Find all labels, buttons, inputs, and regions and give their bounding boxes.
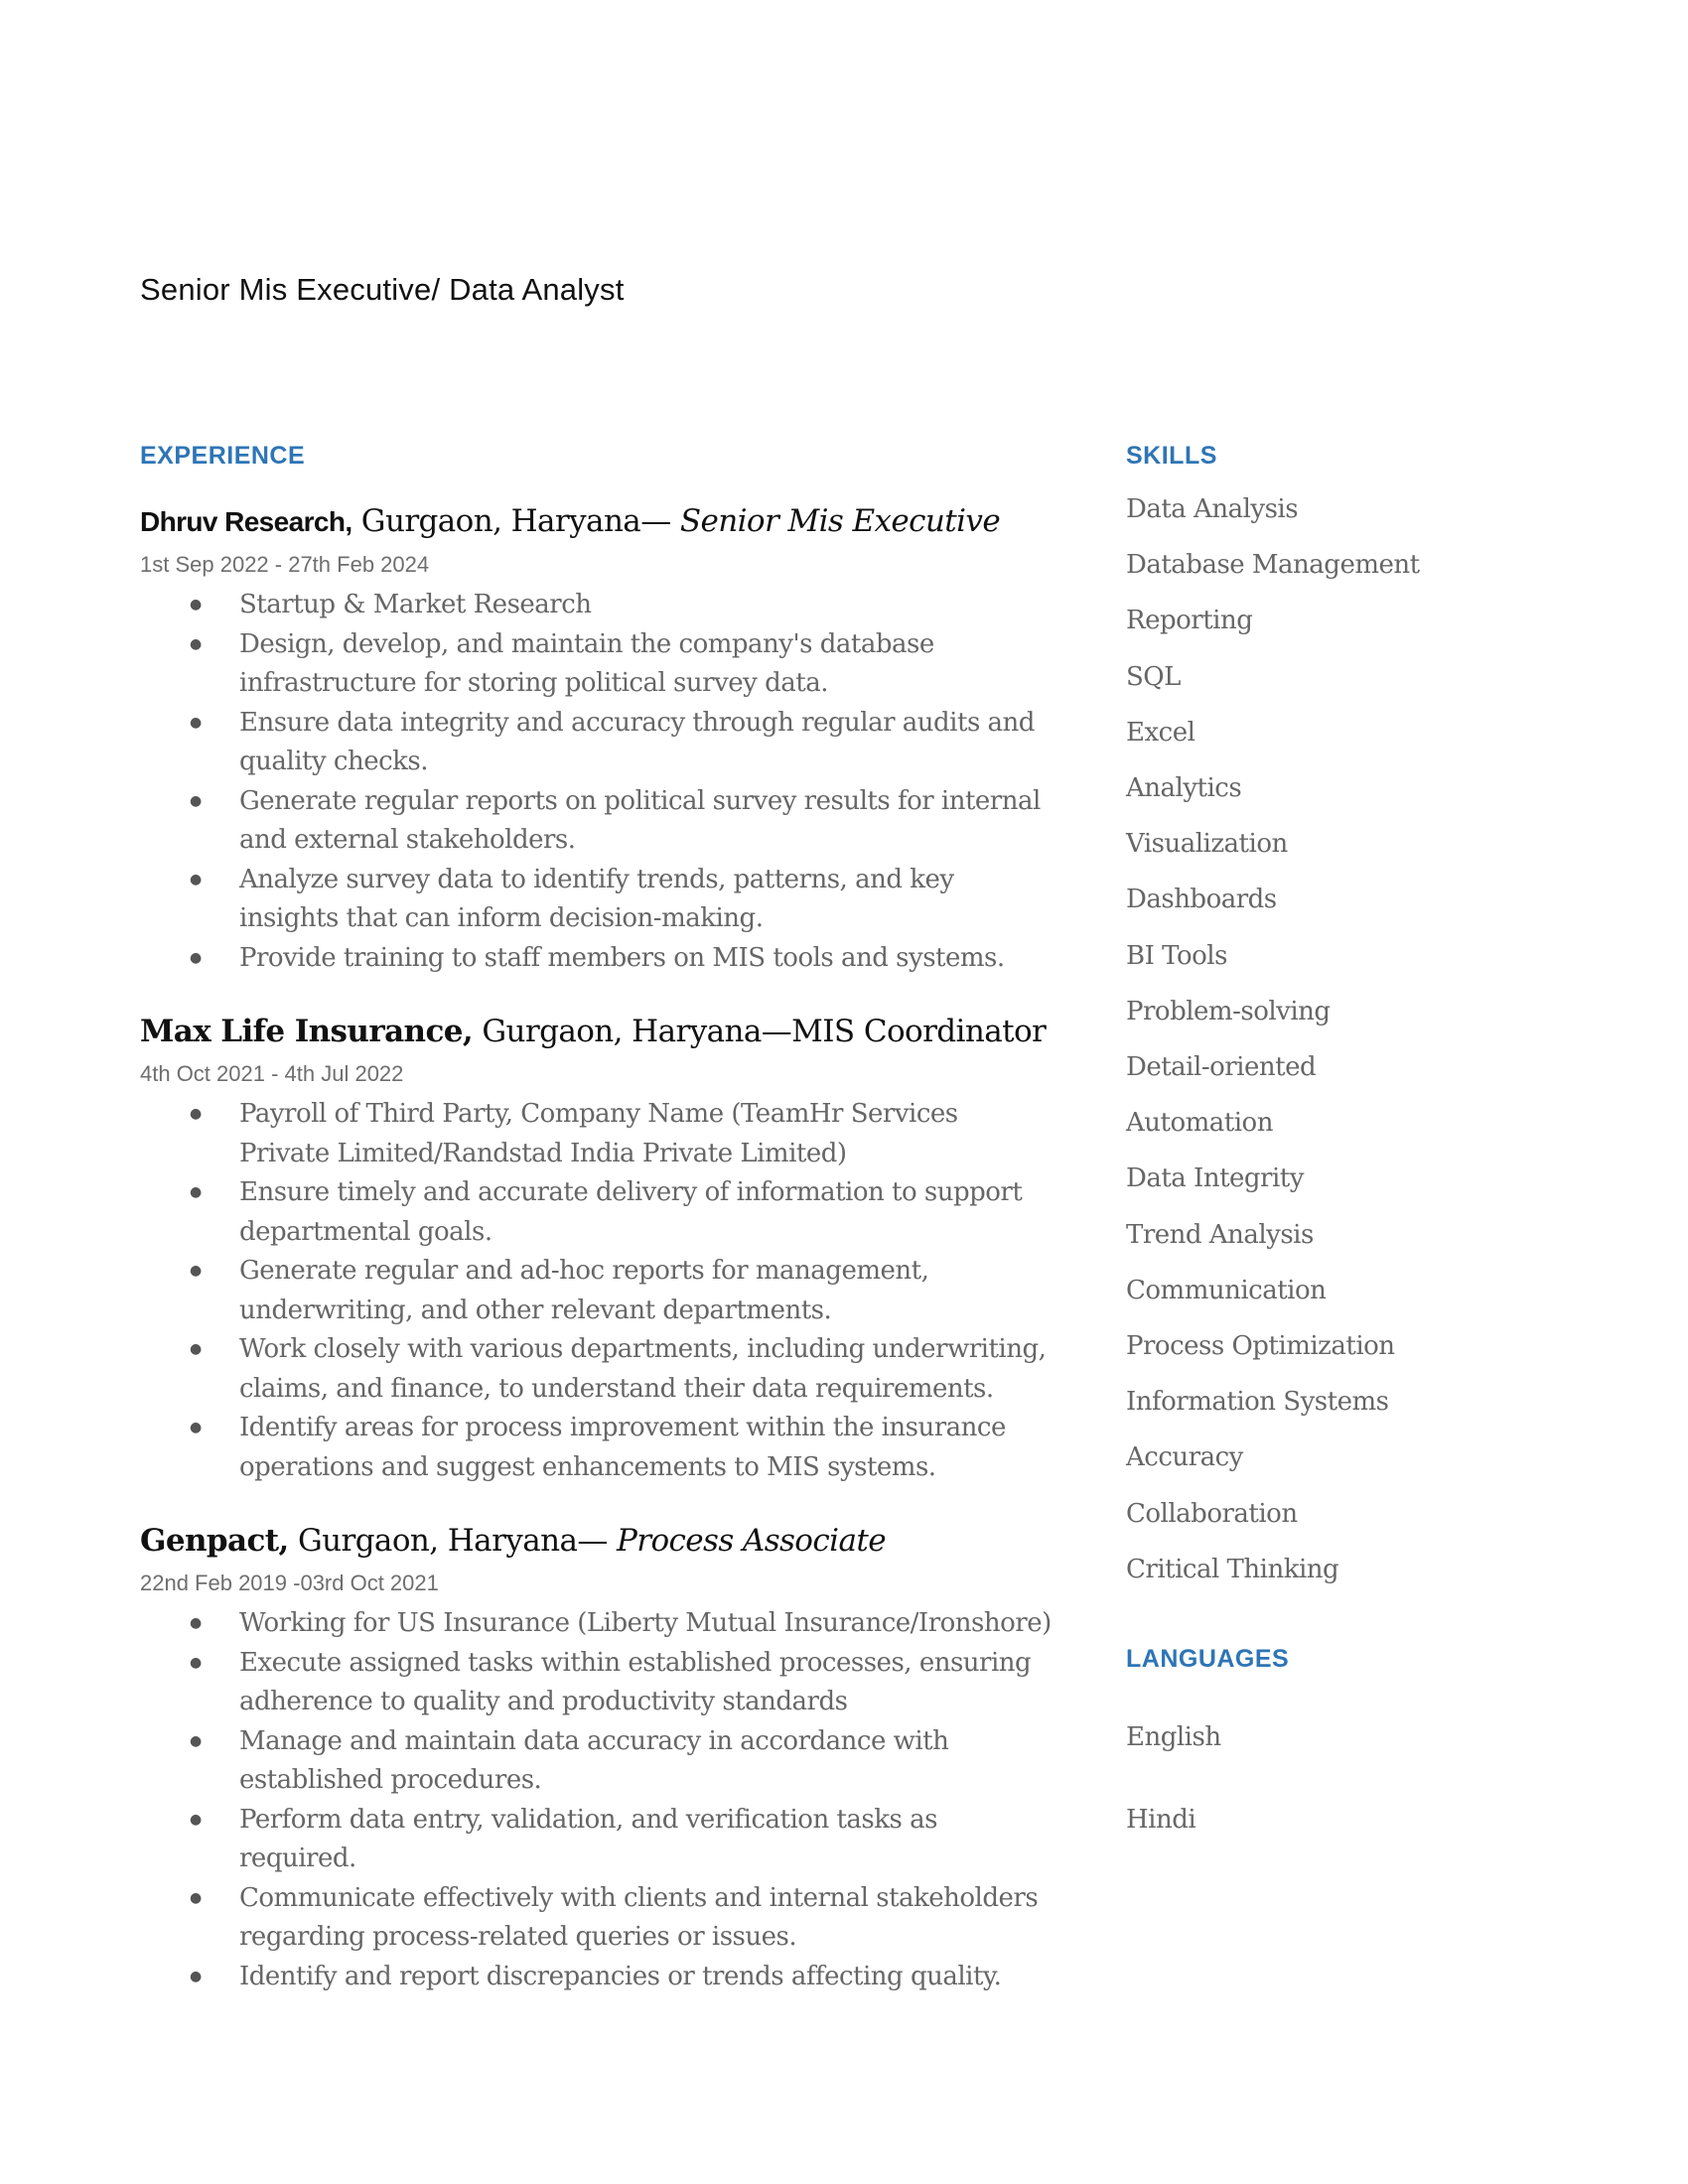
skill-item: Automation [1126,1108,1273,1139]
job-dates: 4th Oct 2021 - 4th Jul 2022 [140,1061,404,1086]
skill-item: Data Analysis [1126,494,1299,524]
job-bullet: ● Identify areas for process improvement within the insurance operations and suggest enhancements to MIS systems. [239,1409,1054,1487]
job-dates: 22nd Feb 2019 -03rd Oct 2021 [140,1570,439,1595]
job-title [140,1519,1054,1563]
skill-item: Collaboration [1126,1498,1298,1529]
job-bullet: ● Generate regular and ad-hoc reports for management, underwriting, and other relevant departments. [239,1252,1054,1330]
skill-item: Analytics [1126,773,1242,804]
job-bullet: ● Identify and report discrepancies or trends affecting quality. [239,1958,1054,1997]
languages-heading: LANGUAGES [1126,1645,1290,1674]
job-bullet: ● Ensure timely and accurate delivery of information to support departmental goals. [239,1173,1054,1252]
job-bullets [140,1604,1054,1996]
skill-item: Dashboards [1126,885,1277,915]
skill-item: Visualization [1126,829,1288,860]
skill-item: SQL [1126,661,1181,692]
job-bullet: ● Working for US Insurance (Liberty Mutual Insurance/Ironshore) [239,1604,1054,1644]
job-entry [140,1519,1054,1996]
company-name: Genpact, [140,1523,289,1559]
language-item: English [1126,1722,1221,1753]
company-name: Dhruv Research, [140,506,352,537]
job-title [140,499,1054,544]
job-bullet: ● Ensure data integrity and accuracy through regular audits and quality checks. [239,704,1054,782]
job-bullet: ● Design, develop, and maintain the company's database infrastructure for storing political survey data. [239,625,1054,704]
skill-item: Critical Thinking [1126,1554,1339,1584]
language-item: Hindi [1126,1805,1196,1836]
skill-item: Data Integrity [1126,1163,1304,1194]
job-bullet: ● Startup & Market Research [239,586,1054,625]
job-bullet: ● Communicate effectively with clients and internal stakeholders regarding process-related queries or issues. [239,1879,1054,1958]
skill-item: Information Systems [1126,1387,1389,1418]
sidebar-column [1126,440,1543,1861]
job-role: MIS Coordinator [791,1014,1047,1049]
company-name: Max Life Insurance, [140,1014,474,1049]
skills-list [1126,481,1543,1597]
job-bullet: ● Generate regular reports on political survey results for internal and external stakeholders. [239,782,1054,861]
job-dates: 1st Sep 2022 - 27th Feb 2024 [140,552,430,577]
skill-item: Communication [1126,1275,1327,1305]
job-role: Senior Mis Executive [679,503,1001,539]
skill-item: Accuracy [1126,1442,1243,1473]
job-bullet: ● Payroll of Third Party, Company Name (TeamHr Services Private Limited/Randstad India Private Limited) [239,1095,1054,1173]
job-location: Gurgaon, Haryana— [473,1014,792,1049]
job-bullet: ● Manage and maintain data accuracy in accordance with established procedures. [239,1722,1054,1801]
skill-item: Detail-oriented [1126,1052,1317,1083]
experience-column [140,440,1054,1996]
skill-item: Trend Analysis [1126,1219,1314,1250]
resume-headline: Senior Mis Executive/ Data Analyst [140,272,625,307]
job-title [140,1010,1054,1053]
job-bullet: ● Execute assigned tasks within established processes, ensuring adherence to quality and productivity standards [239,1644,1054,1722]
job-location: Gurgaon, Haryana— [288,1523,617,1559]
skill-item: Excel [1126,717,1196,748]
skill-item: BI Tools [1126,940,1227,971]
experience-heading: EXPERIENCE [140,442,306,470]
skill-item: Process Optimization [1126,1331,1395,1362]
job-bullet: ● Provide training to staff members on MIS tools and systems. [239,939,1054,979]
job-bullets [140,586,1054,978]
job-bullet: ● Analyze survey data to identify trends, patterns, and key insights that can inform decision-making. [239,861,1054,939]
job-location: Gurgaon, Haryana— [352,503,680,539]
job-bullets [140,1095,1054,1487]
job-role: Process Associate [616,1523,886,1559]
job-bullet: ● Perform data entry, validation, and verification tasks as required. [239,1801,1054,1879]
job-entry [140,499,1054,978]
languages-list [1126,1697,1543,1861]
skill-item: Reporting [1126,606,1253,636]
job-bullet: ● Work closely with various departments, including underwriting, claims, and finance, to understand their data requirements. [239,1330,1054,1409]
skill-item: Problem-solving [1126,996,1331,1026]
skills-heading: SKILLS [1126,442,1217,470]
skill-item: Database Management [1126,550,1420,581]
job-entry [140,1010,1054,1487]
